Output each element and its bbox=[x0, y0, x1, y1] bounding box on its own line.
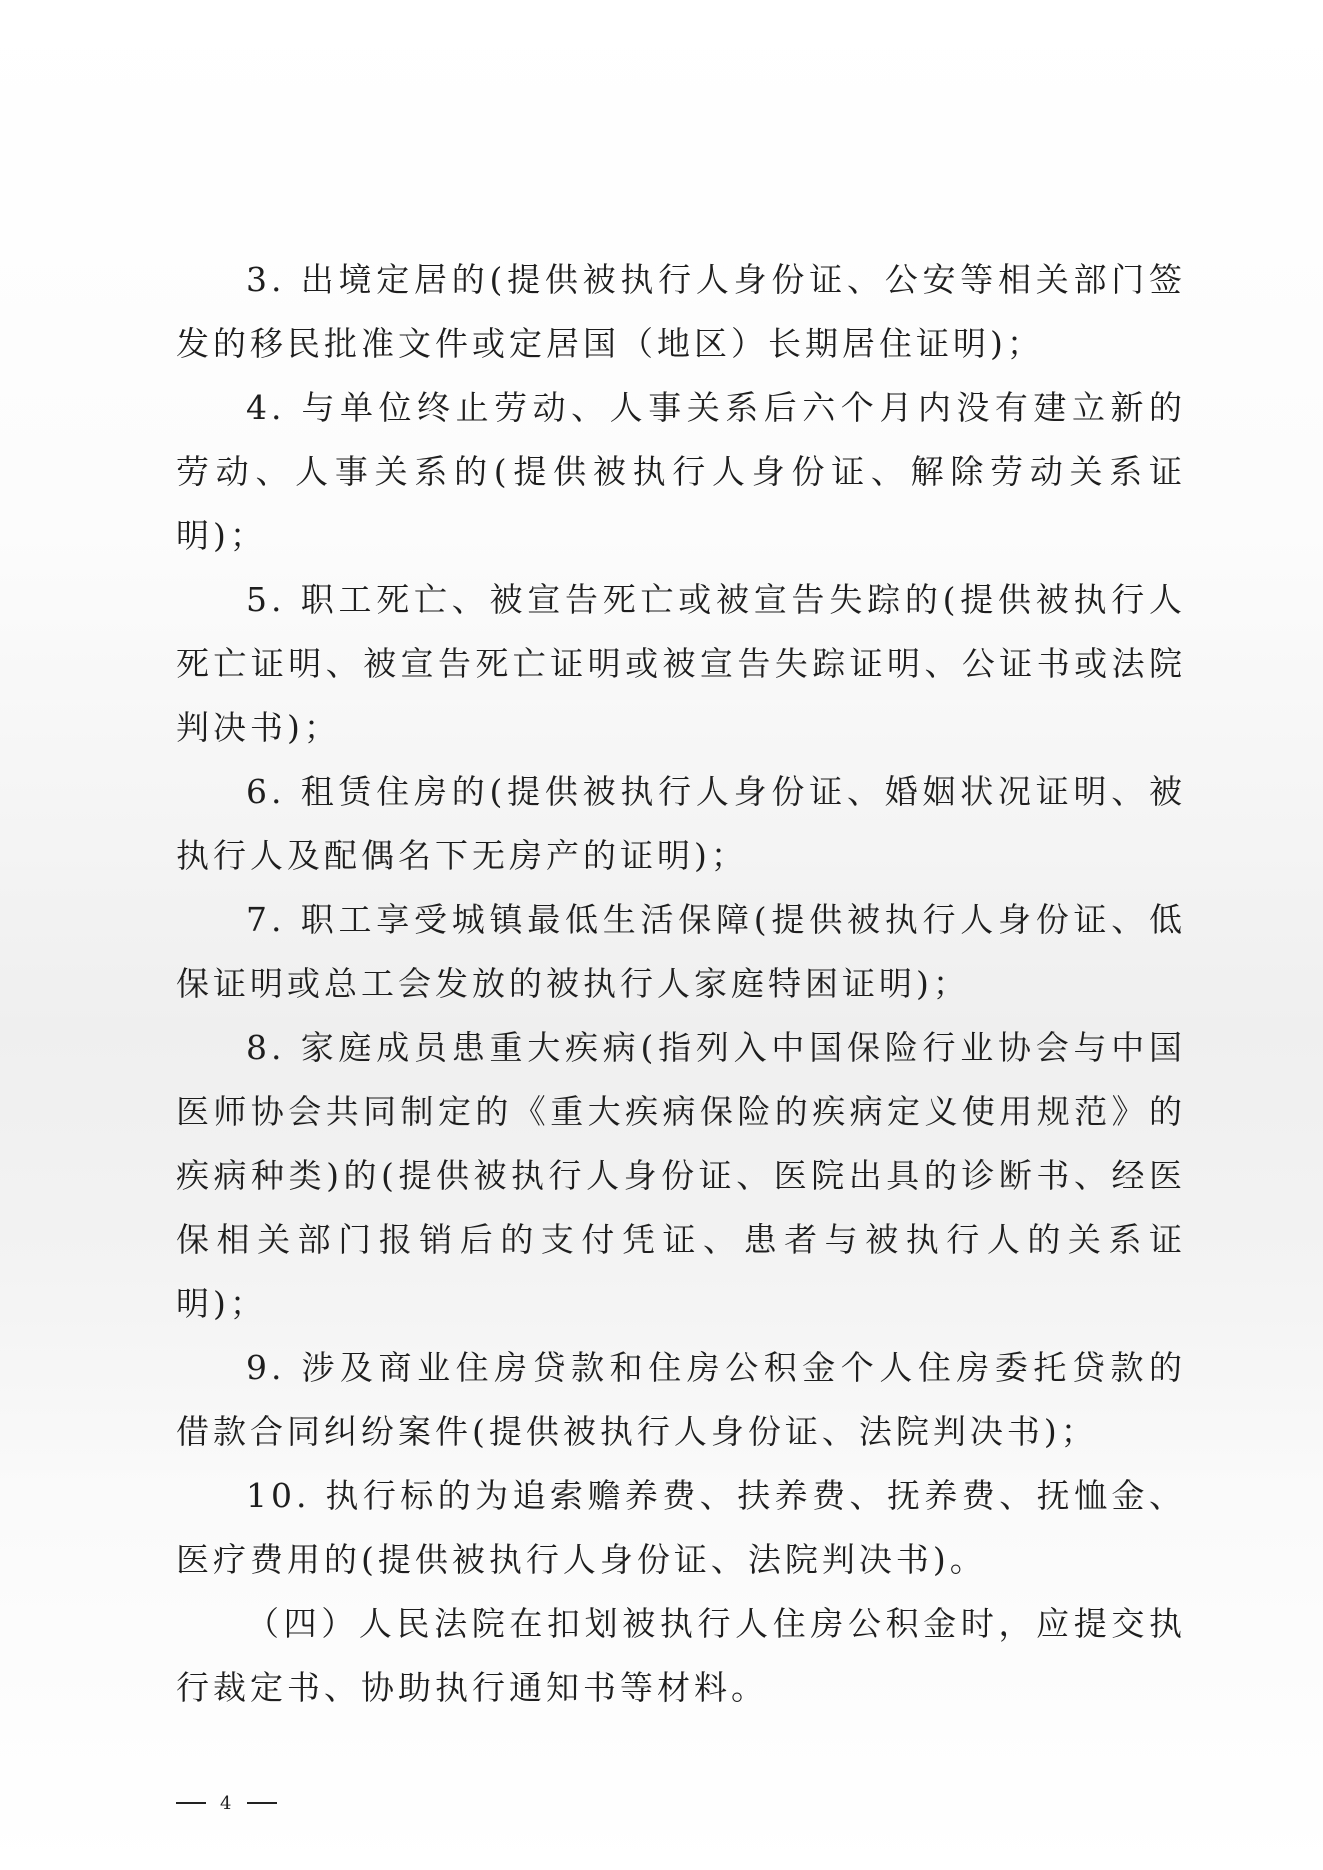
paragraph-item-3: 3. 出境定居的(提供被执行人身份证、公安等相关部门签发的移民批准文件或定居国（地区）长期居住证明)； bbox=[176, 260, 1186, 363]
footer-dash-left bbox=[176, 1802, 206, 1804]
paragraph-section-4: （四）人民法院在扣划被执行人住房公积金时，应提交执行裁定书、协助执行通知书等材料。 bbox=[176, 1604, 1186, 1707]
paragraph-item-7: 7. 职工享受城镇最低生活保障(提供被执行人身份证、低保证明或总工会发放的被执行人家庭特困证明)； bbox=[176, 900, 1186, 1003]
paragraph-item-8: 8. 家庭成员患重大疾病(指列入中国保险行业协会与中国医师协会共同制定的《重大疾病保险的疾病定义使用规范》的疾病种类)的(提供被执行人身份证、医院出具的诊断书、经医保相关部门报销后的支付凭证、患者与被执行人的关系证明)； bbox=[176, 1028, 1186, 1323]
paragraph-item-9: 9. 涉及商业住房贷款和住房公积金个人住房委托贷款的借款合同纠纷案件(提供被执行人身份证、法院判决书)； bbox=[176, 1348, 1186, 1451]
paragraph-item-4: 4. 与单位终止劳动、人事关系后六个月内没有建立新的劳动、人事关系的(提供被执行人身份证、解除劳动关系证明)； bbox=[176, 388, 1186, 555]
page-footer bbox=[176, 1790, 277, 1815]
paragraph-item-6: 6. 租赁住房的(提供被执行人身份证、婚姻状况证明、被执行人及配偶名下无房产的证明)； bbox=[176, 772, 1186, 875]
document-body bbox=[176, 248, 1186, 1720]
paragraph-item-10: 10. 执行标的为追索赡养费、扶养费、抚养费、抚恤金、医疗费用的(提供被执行人身份证、法院判决书)。 bbox=[176, 1476, 1186, 1579]
footer-dash-right bbox=[247, 1802, 277, 1804]
page-number: 4 bbox=[220, 1793, 234, 1814]
paragraph-item-5: 5. 职工死亡、被宣告死亡或被宣告失踪的(提供被执行人死亡证明、被宣告死亡证明或被宣告失踪证明、公证书或法院判决书)； bbox=[176, 580, 1186, 747]
